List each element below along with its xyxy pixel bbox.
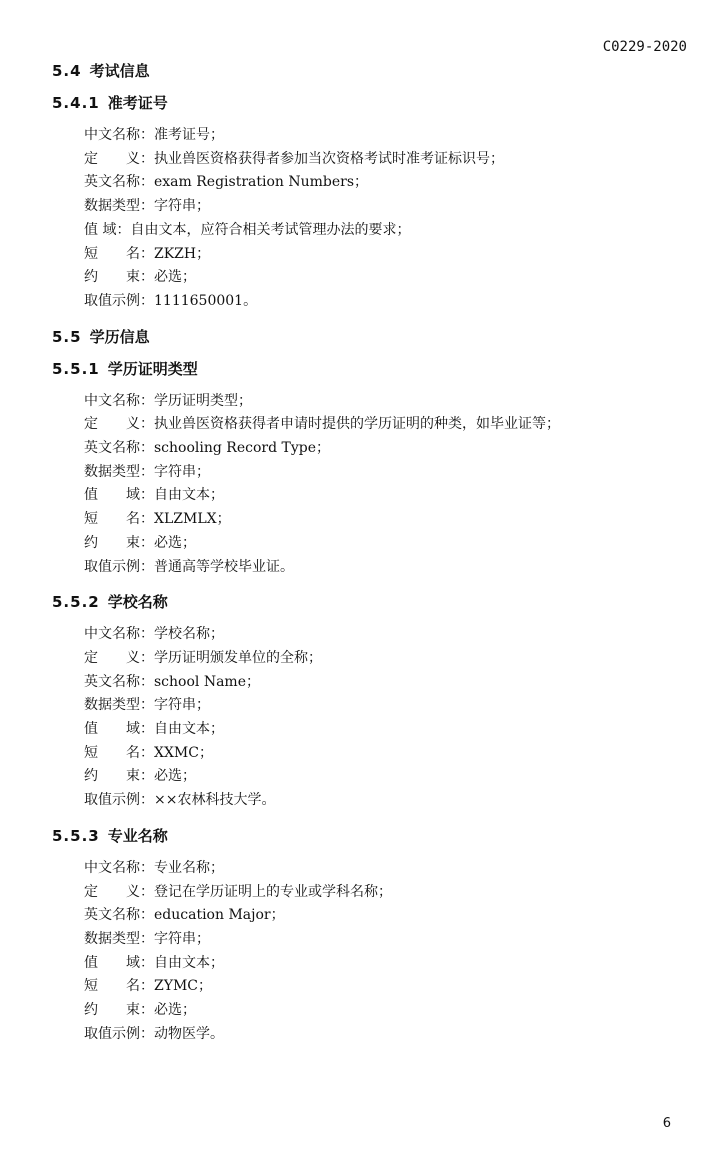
- field-row: [84, 243, 692, 267]
- document-body: [52, 60, 692, 1059]
- field-row: [84, 532, 692, 556]
- field-row: [84, 556, 692, 580]
- field-row: [84, 975, 692, 999]
- document-code: C0229-2020: [602, 39, 687, 55]
- field-value: 执业兽医资格获得者申请时提供的学历证明的种类，如毕业证等；: [154, 416, 560, 433]
- section-number: 5.5: [52, 327, 82, 346]
- field-row: [84, 857, 692, 881]
- field-value: 字符串；: [154, 463, 210, 480]
- field-row: [84, 789, 692, 813]
- field-label: 数据类型：: [84, 697, 154, 714]
- field-label: 中文名称：: [84, 626, 154, 643]
- field-label: 约 束：: [84, 768, 154, 785]
- field-label: 中文名称：: [84, 127, 154, 143]
- field-row: [84, 765, 692, 789]
- field-value: 登记在学历证明上的专业或学科名称；: [154, 883, 392, 900]
- field-value: exam Registration Numbers；: [154, 174, 369, 191]
- section-number: 5.4: [52, 62, 82, 80]
- field-block-school-name: [52, 623, 692, 813]
- field-value: ZYMC；: [154, 978, 213, 995]
- section-heading-5-5-2: [52, 591, 692, 613]
- field-label: 约 束：: [84, 1002, 154, 1019]
- field-row: [84, 219, 692, 243]
- field-value: 字符串；: [154, 198, 210, 215]
- field-row: [84, 694, 692, 718]
- field-row: [84, 881, 692, 905]
- section-number: 5.5.2: [52, 593, 100, 612]
- field-value: 专业名称；: [154, 859, 224, 876]
- field-value: school Name；: [154, 673, 260, 690]
- page-number: 6: [662, 1116, 671, 1131]
- field-block-exam-number: [52, 124, 692, 314]
- section-heading-5-4: [52, 60, 692, 82]
- section-heading-5-5: [52, 326, 692, 348]
- section-heading-5-5-3: [52, 825, 692, 847]
- field-label: 数据类型：: [84, 198, 154, 215]
- field-row: [84, 124, 692, 148]
- field-row: [84, 1023, 692, 1047]
- field-row: [84, 484, 692, 508]
- section-title: 学历信息: [89, 327, 150, 346]
- field-value: 必选；: [154, 768, 196, 785]
- field-value: ××农林科技大学。: [154, 792, 276, 809]
- field-row: [84, 266, 692, 290]
- section-number: 5.4.1: [52, 94, 100, 112]
- field-row: [84, 413, 692, 437]
- field-label: 短 名：: [84, 978, 154, 995]
- field-row: [84, 742, 692, 766]
- field-label: 英文名称：: [84, 907, 154, 924]
- field-row: [84, 999, 692, 1023]
- field-value: 必选；: [154, 1002, 196, 1019]
- section-number: 5.5.3: [52, 826, 100, 845]
- field-label: 定 义：: [84, 150, 154, 167]
- field-value: education Major；: [154, 907, 285, 924]
- field-value: 准考证号；: [154, 127, 224, 143]
- field-block-education-proof-type: [52, 390, 692, 580]
- field-block-major-name: [52, 857, 692, 1047]
- field-value: 自由文本；: [154, 487, 224, 504]
- field-value: 学历证明类型；: [154, 392, 252, 409]
- field-label: 数据类型：: [84, 463, 154, 480]
- field-label: 英文名称：: [84, 440, 154, 457]
- field-value: 1111650001。: [154, 292, 258, 309]
- section-title: 准考证号: [107, 94, 168, 112]
- field-label: 取值示例：: [84, 558, 154, 575]
- field-label: 定 义：: [84, 416, 154, 433]
- section-heading-5-5-1: [52, 358, 692, 380]
- field-label: 取值示例：: [84, 1025, 154, 1042]
- field-row: [84, 437, 692, 461]
- field-value: 学历证明颁发单位的全称；: [154, 649, 322, 666]
- field-label: 约 束：: [84, 534, 154, 551]
- field-value: 普通高等学校毕业证。: [154, 558, 294, 575]
- field-label: 定 义：: [84, 649, 154, 666]
- field-row: [84, 148, 692, 172]
- field-row: [84, 390, 692, 414]
- field-label: 取值示例：: [84, 292, 154, 309]
- field-label: 短 名：: [84, 245, 154, 262]
- field-row: [84, 718, 692, 742]
- section-heading-5-4-1: [52, 92, 692, 114]
- field-label: 定 义：: [84, 883, 154, 900]
- field-label: 英文名称：: [84, 174, 154, 191]
- field-label: 中文名称：: [84, 859, 154, 876]
- field-row: [84, 623, 692, 647]
- field-row: [84, 952, 692, 976]
- field-value: 自由文本，应符合相关考试管理办法的要求；: [130, 221, 411, 238]
- field-label: 约 束：: [84, 269, 154, 286]
- field-value: 字符串；: [154, 697, 210, 714]
- field-row: [84, 171, 692, 195]
- field-value: 学校名称；: [154, 626, 224, 643]
- field-value: ZKZH；: [154, 245, 211, 262]
- field-label: 值 域：: [84, 954, 154, 971]
- field-row: [84, 928, 692, 952]
- field-row: [84, 647, 692, 671]
- field-label: 中文名称：: [84, 392, 154, 409]
- field-row: [84, 671, 692, 695]
- section-title: 考试信息: [89, 62, 150, 80]
- field-label: 值 域：: [84, 721, 154, 738]
- field-label: 短 名：: [84, 744, 154, 761]
- field-value: 自由文本；: [154, 721, 224, 738]
- field-value: 字符串；: [154, 930, 210, 947]
- field-row: [84, 904, 692, 928]
- field-label: 数据类型：: [84, 930, 154, 947]
- field-value: 必选；: [154, 269, 196, 286]
- field-value: 必选；: [154, 534, 196, 551]
- section-number: 5.5.1: [52, 359, 100, 378]
- field-label: 值 域：: [84, 487, 154, 504]
- field-value: schooling Record Type；: [154, 440, 330, 457]
- section-title: 专业名称: [107, 826, 168, 845]
- field-label: 英文名称：: [84, 673, 154, 690]
- field-row: [84, 508, 692, 532]
- field-value: XLZMLX；: [154, 511, 231, 528]
- field-label: 值 域：: [84, 221, 131, 238]
- field-value: 自由文本；: [154, 954, 224, 971]
- field-label: 短 名：: [84, 511, 154, 528]
- field-row: [84, 461, 692, 485]
- field-value: XXMC；: [154, 744, 213, 761]
- field-row: [84, 290, 692, 314]
- section-title: 学校名称: [107, 593, 168, 612]
- field-label: 取值示例：: [84, 792, 154, 809]
- field-value: 动物医学。: [154, 1025, 224, 1042]
- field-row: [84, 195, 692, 219]
- section-title: 学历证明类型: [107, 359, 198, 378]
- field-value: 执业兽医资格获得者参加当次资格考试时准考证标识号；: [154, 150, 504, 167]
